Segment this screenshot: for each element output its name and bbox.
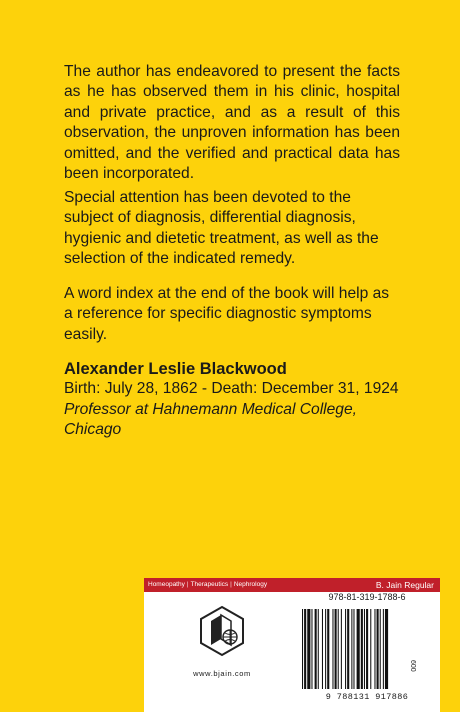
tag-nephrology: Nephrology <box>233 581 268 588</box>
tag-homeopathy: Homeopathy <box>148 581 185 588</box>
tag-separator: | <box>230 581 232 588</box>
tag-separator: | <box>186 581 189 588</box>
publisher-website: www.bjain.com <box>193 669 251 678</box>
publisher-logo-icon <box>199 605 245 657</box>
category-tag-bar <box>144 578 440 592</box>
author-name: Alexander Leslie Blackwood <box>64 360 287 378</box>
publisher-panel <box>144 578 440 712</box>
author-block <box>64 359 400 441</box>
isbn-barcode <box>300 609 434 689</box>
description-paragraph-3: A word index at the end of the book will help as a reference for specific diagnostic symptoms easily. <box>64 285 390 343</box>
isbn-label: 978-81-319-1788-6 <box>328 592 406 602</box>
price-code: 600 <box>409 660 416 672</box>
barcode-digits: 9 788131 917886 <box>325 692 409 702</box>
author-dates: Birth: July 28, 1862 - Death: December 31, 1924 <box>64 380 399 398</box>
publisher-series: B. Jain Regular <box>375 580 434 590</box>
description-paragraph-2: Special attention has been devoted to the subject of diagnosis, differential diagnosis, hygienic and dietetic treatment, as well as the selection of the indicated remedy. <box>64 189 379 268</box>
author-role: Professor at Hahnemann Medical College, Chicago <box>64 400 357 439</box>
category-tags <box>148 578 267 592</box>
description-paragraph-1: The author has endeavored to present the facts as he has observed them in his clinic, hospital and private practice, and as a result of this observation, the unproven information has been omitted, and the verified and practical data has been incorporated. <box>64 63 400 183</box>
tag-therapeutics: Therapeutics <box>190 581 229 588</box>
